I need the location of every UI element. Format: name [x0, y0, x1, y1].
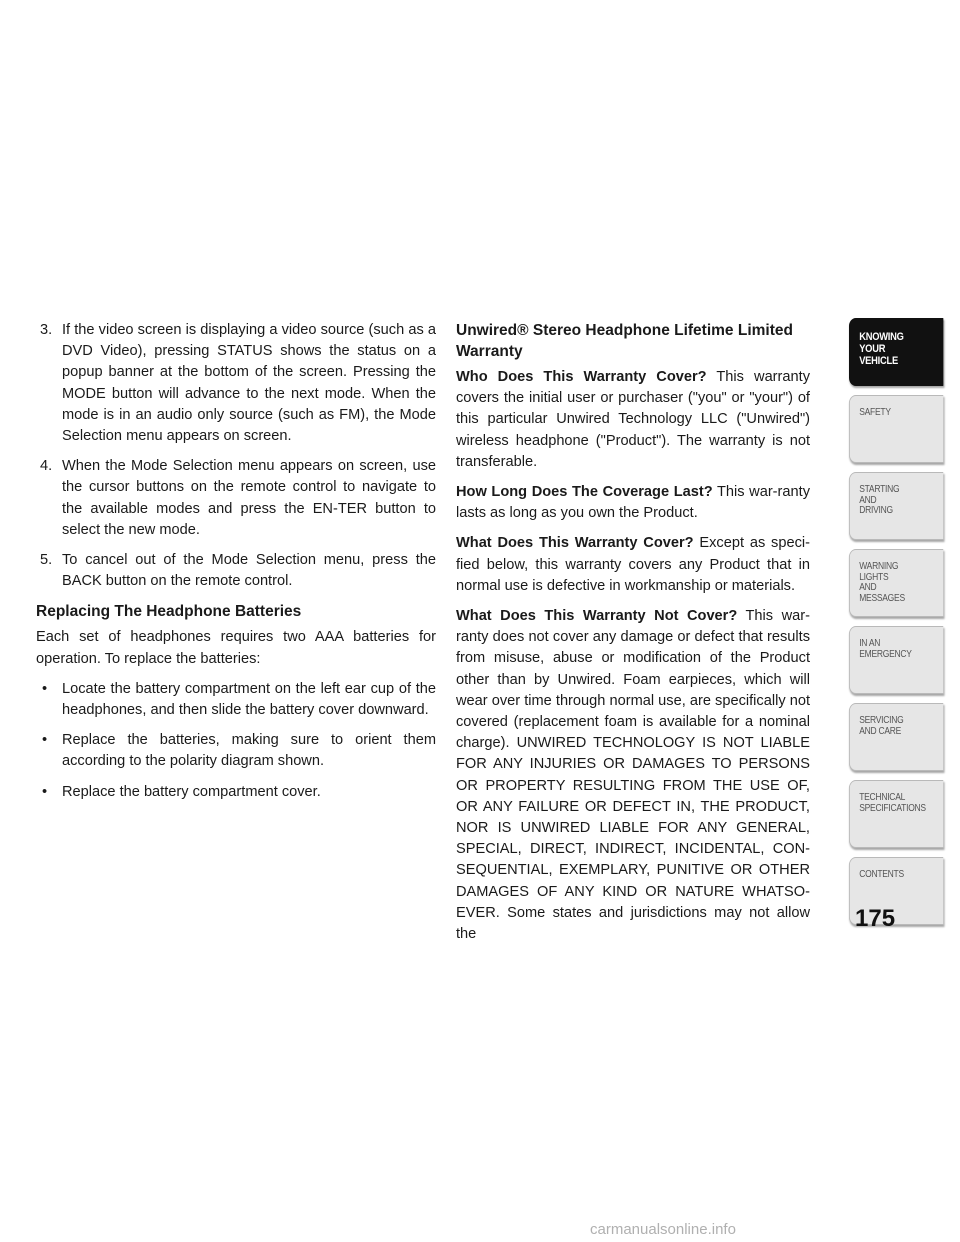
bullet-item [36, 782, 436, 803]
tab-servicing-and-care[interactable]: SERVICING AND CARE [849, 703, 943, 771]
section-heading-warranty: Unwired® Stereo Headphone Lifetime Limited Warranty [456, 322, 793, 360]
step-3 [36, 320, 436, 447]
step-text: When the Mode Selection menu appears on screen, use the cursor buttons on the remote control to navigate to the available modes and press the EN-TER button to select the new mode. [62, 458, 436, 538]
tab-warning-lights-and-messages[interactable]: WARNING LIGHTS AND MESSAGES [849, 549, 943, 617]
bullet-item [36, 679, 436, 721]
bullet-dot: • [42, 680, 48, 697]
warranty-answer: This war-ranty lasts as long as you own the Product. [456, 484, 810, 522]
bullet-dot: • [42, 732, 48, 749]
bullet-item [36, 730, 436, 772]
tab-in-an-emergency[interactable]: IN AN EMERGENCY [849, 626, 943, 694]
step-5 [36, 550, 436, 592]
warranty-answer: This war-ranty does not cover any damage or defect that results from misuse, abuse or modification of the Product other than by Unwired. Foam earpieces, which will wear over time through normal use, are specifically not covered (replacement foam is available for a nominal charge). UNWIRED TECHNOLOGY IS NOT LIABLE FOR ANY INJURIES OR DAMAGES TO PERSONS OR PROPERTY RESULTING FROM THE USE OF, OR ANY FAILURE OR DEFECT IN, THE PRODUCT, NOR IS UNWIRED LIABLE FOR ANY GENERAL, SPECIAL, DIRECT, INDIRECT, INCIDENTAL, CON-SEQUENTIAL, EXEMPLARY, PUNITIVE OR OTHER DAMAGES OF ANY KIND OR NATURE WHATSO-EVER. Some states and jurisdictions may not allow the [456, 608, 810, 943]
warranty-question: Who Does This Warranty Cover? [456, 369, 707, 385]
tab-starting-and-driving[interactable]: STARTING AND DRIVING [849, 472, 943, 540]
step-text: If the video screen is displaying a video source (such as a DVD Video), pressing STATUS shows the status on a popup banner at the bottom of the screen. Pressing the MODE button will advance to the next mode. When the mode is in an audio only source (such as FM), the Mode Selection menu appears on screen. [62, 322, 436, 445]
warranty-paragraph [456, 367, 810, 473]
chapter-tabs [849, 318, 960, 934]
warranty-answer: This warranty covers the initial user or purchaser ("you" or "your") of this particular Unwired Technology LLC ("Unwired") wireless headphone ("Product"). The warranty is not transferable. [456, 369, 810, 470]
step-number: 3. [40, 322, 53, 338]
warranty-paragraph [456, 606, 810, 945]
tab-knowing-your-vehicle[interactable]: KNOWING YOUR VEHICLE [849, 318, 943, 386]
bullet-text: Replace the batteries, making sure to orient them according to the polarity diagram shown. [62, 732, 436, 770]
right-column [456, 320, 810, 954]
intro-paragraph: Each set of headphones requires two AAA batteries for operation. To replace the batteries: [36, 629, 436, 667]
warranty-question: What Does This Warranty Not Cover? [456, 608, 738, 625]
warranty-paragraph [456, 533, 810, 597]
tab-safety[interactable]: SAFETY [849, 395, 943, 463]
bullet-text: Replace the battery compartment cover. [62, 783, 321, 800]
warranty-paragraph [456, 482, 810, 524]
step-text: To cancel out of the Mode Selection menu, press the BACK button on the remote control. [62, 552, 436, 590]
tab-technical-specifications[interactable]: TECHNICAL SPECIFICATIONS [849, 780, 943, 848]
page-number: 175 [855, 905, 896, 932]
step-4 [36, 456, 436, 541]
step-number: 5. [40, 552, 53, 569]
warranty-question: How Long Does The Coverage Last? [456, 484, 713, 501]
watermark: carmanualsonline.info [590, 1221, 736, 1238]
warranty-answer: Except as speci-fied below, this warranty covers any Product that in normal use is defective in workmanship or materials. [456, 535, 810, 594]
left-column [36, 320, 436, 812]
bullet-dot: • [42, 783, 48, 800]
section-heading-batteries: Replacing The Headphone Batteries [36, 603, 302, 621]
tab-contents[interactable]: CONTENTS [849, 857, 943, 925]
bullet-text: Locate the battery compartment on the left ear cup of the headphones, and then slide the battery cover downward. [62, 680, 436, 719]
step-number: 4. [40, 458, 53, 475]
warranty-question: What Does This Warranty Cover? [456, 535, 694, 552]
